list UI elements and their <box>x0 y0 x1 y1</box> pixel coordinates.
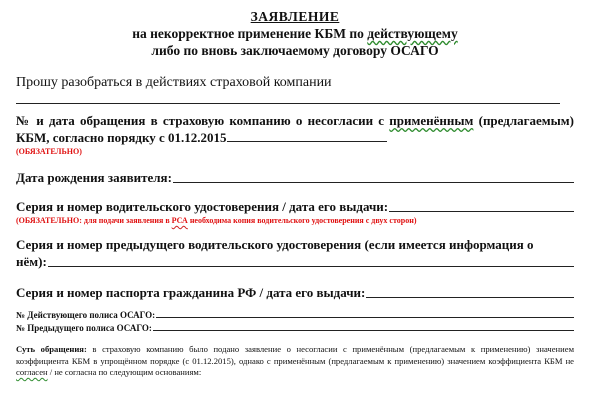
subtitle-underlined-word: действующему <box>367 26 458 41</box>
license-note-rsa: РСА <box>171 216 188 225</box>
appeal-required-note: (ОБЯЗАТЕЛЬНО) <box>16 147 82 156</box>
essence-text-c: / не согласна по следующим основаниям: <box>47 367 202 377</box>
dob-row <box>16 169 574 186</box>
passport-fill-line[interactable] <box>366 297 574 298</box>
license-label: Серия и номер водительского удостоверения / дата его выдачи: <box>16 199 389 214</box>
prev-license-row <box>16 253 574 270</box>
prev-license-line-1: Серия и номер предыдущего водительского удостоверения (если имеется информация о <box>16 237 534 252</box>
request-text: Прошу разобраться в действиях страховой компании <box>16 75 332 90</box>
form-subtitle-line-2: либо по вновь заключаемому договору ОСАГО <box>151 43 439 58</box>
prev-license-line-2: нём): <box>16 254 47 269</box>
policy-previous-fill-line[interactable] <box>153 330 574 331</box>
prev-license-block <box>16 236 574 270</box>
license-note-text-a: (ОБЯЗАТЕЛЬНО: для подачи заявления в <box>16 216 172 225</box>
dob-fill-line[interactable] <box>173 182 574 183</box>
form-subtitle-line-1 <box>16 25 574 42</box>
license-required-note <box>16 216 574 226</box>
passport-label: Серия и номер паспорта гражданина РФ / дата его выдачи: <box>16 285 366 300</box>
essence-block <box>16 344 574 379</box>
policy-current-fill-line[interactable] <box>156 317 574 318</box>
license-note-text-c: необходима копия водительского удостоверения с двух сторон) <box>187 216 417 225</box>
appeal-block <box>16 112 574 146</box>
policy-previous-row <box>16 323 574 334</box>
license-row <box>16 198 574 215</box>
form-title: ЗАЯВЛЕНИЕ <box>250 9 340 24</box>
form-header <box>16 0 574 59</box>
dob-label: Дата рождения заявителя: <box>16 170 172 185</box>
appeal-text-a: № и дата обращения в страховую компанию о несогласии с <box>16 113 390 128</box>
appeal-underlined-word: применённым <box>389 113 474 128</box>
essence-text-a: в страховую компанию было подано заявление о несогласии с применённым (предлагаемым к применению) значением коэффициента КБМ в упрощённом порядке (с 01.12.2015), однако с применённым (предлагаемым к применению) значением коэффициента КБМ не <box>16 344 575 366</box>
appeal-text-c: (предлагаемым) КБМ, согласно порядку с 01.12.2015 <box>16 113 574 145</box>
essence-underlined-word: согласен <box>16 367 48 377</box>
request-fill-line[interactable] <box>16 91 560 104</box>
passport-row <box>16 284 574 301</box>
essence-label: Суть обращения: <box>16 344 87 354</box>
policy-previous-label: № Предыдущего полиса ОСАГО: <box>16 323 152 333</box>
license-fill-line[interactable] <box>389 211 574 212</box>
policy-current-row <box>16 310 574 321</box>
subtitle-text: на некорректное применение КБМ по <box>132 26 368 41</box>
prev-license-fill-line[interactable] <box>48 266 574 267</box>
policy-current-label: № Действующего полиса ОСАГО: <box>16 310 156 320</box>
appeal-fill-line[interactable] <box>227 131 387 142</box>
